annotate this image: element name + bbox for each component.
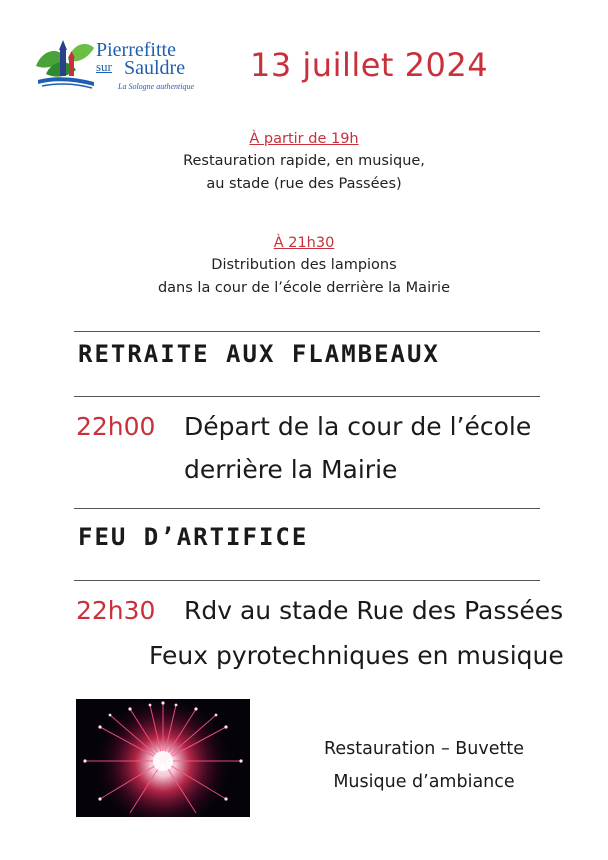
- intro-event-2: [60, 232, 548, 300]
- section1-line1: Départ de la cour de l’école: [184, 412, 532, 441]
- fireworks-photo: [76, 699, 250, 817]
- footer-line-2: Musique d’ambiance: [333, 772, 515, 792]
- section-heading-retraite: RETRAITE AUX FLAMBEAUX: [78, 340, 440, 368]
- section-heading-feu: FEU D’ARTIFICE: [78, 523, 309, 551]
- section2-time: 22h30: [76, 596, 156, 625]
- intro-event-line: au stade (rue des Passées): [206, 176, 402, 192]
- intro-event-line: Restauration rapide, en musique,: [183, 153, 425, 169]
- logo-town-name-line2: Sauldre: [124, 57, 186, 79]
- divider: [74, 396, 540, 397]
- section1-time: 22h00: [76, 412, 156, 441]
- section2-line2: Feux pyrotechniques en musique: [149, 641, 564, 670]
- intro-event-time: À partir de 19h: [249, 131, 359, 147]
- divider: [74, 508, 540, 509]
- divider: [74, 580, 540, 581]
- event-date: 13 juillet 2024: [250, 46, 489, 84]
- intro-event-line: dans la cour de l’école derrière la Mairie: [157, 280, 451, 296]
- logo-tagline: La Sologne authentique: [118, 82, 194, 91]
- divider: [74, 331, 540, 332]
- section2-line1: Rdv au stade Rue des Passées: [184, 596, 564, 625]
- logo-town-name-line1: Pierrefitte: [96, 39, 176, 61]
- section1-line2: derrière la Mairie: [184, 455, 398, 484]
- intro-event-line: Distribution des lampions: [211, 257, 397, 273]
- intro-event-time: À 21h30: [273, 235, 335, 251]
- footer-line-1: Restauration – Buvette: [324, 739, 524, 759]
- town-logo-icon: [32, 36, 96, 92]
- intro-event-1: [60, 128, 548, 196]
- logo-town-name-sur: sur: [96, 59, 112, 74]
